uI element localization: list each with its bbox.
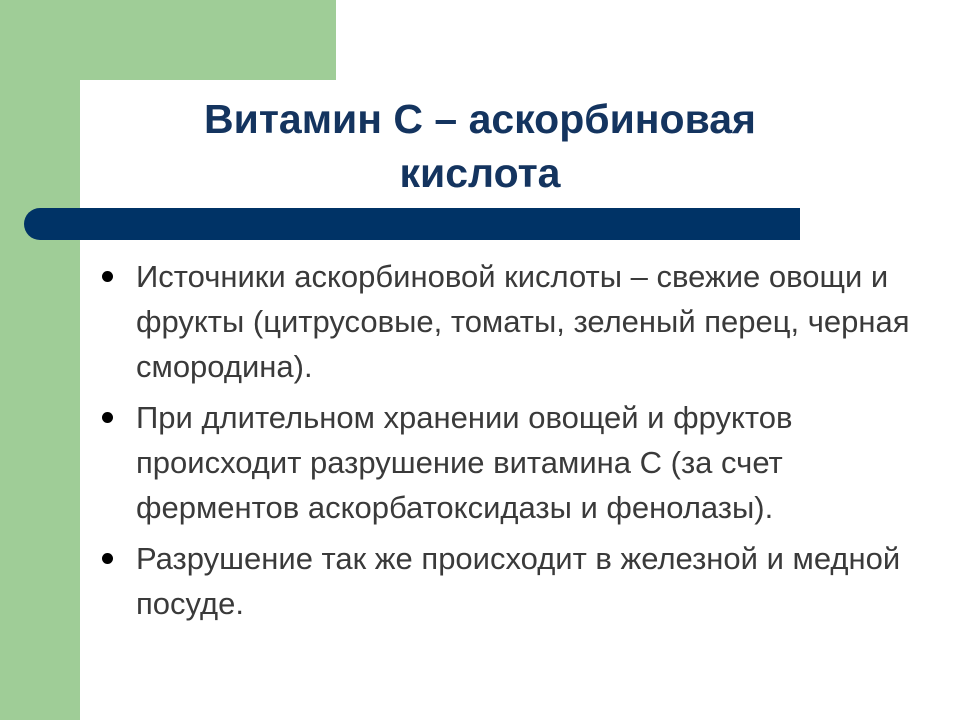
bullet-icon	[102, 412, 113, 423]
bullet-icon	[102, 553, 113, 564]
bullet-list	[96, 254, 936, 632]
list-item	[96, 536, 936, 626]
slide-title	[80, 92, 880, 200]
decor-green-column	[0, 0, 80, 720]
list-item	[96, 395, 936, 530]
list-item	[96, 254, 936, 389]
title-line-1: Витамин С – аскорбиновая	[204, 96, 756, 142]
bullet-text: Разрушение так же происходит в железной и медной посуде.	[136, 541, 901, 621]
bullet-text: Источники аскорбиновой кислоты – свежие овощи и фрукты (цитрусовые, томаты, зеленый перец, черная смородина).	[136, 259, 910, 384]
bullet-icon	[102, 271, 113, 282]
bullet-text: При длительном хранении овощей и фруктов происходит разрушение витамина С (за счет ферментов аскорбатоксидазы и фенолазы).	[136, 400, 793, 525]
title-underline-bar	[24, 208, 800, 240]
title-line-2: кислота	[399, 150, 561, 196]
decor-green-top-band	[0, 0, 336, 80]
